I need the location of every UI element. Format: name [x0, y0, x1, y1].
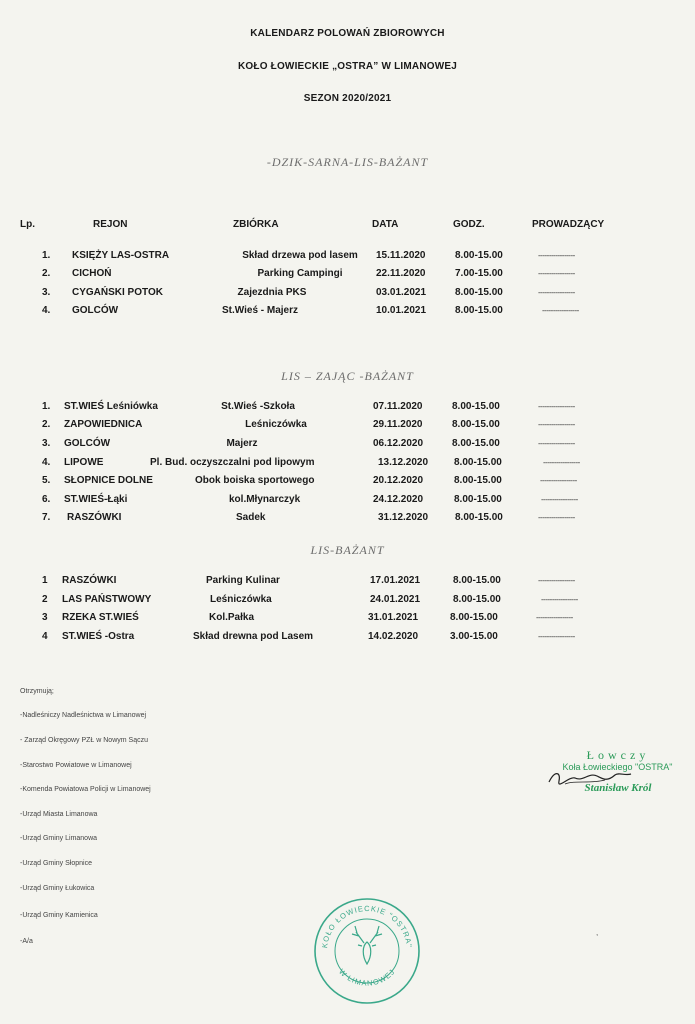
row-prowadzacy: -----------------: [538, 402, 575, 411]
section-title: -DZIK-SARNA-LIS-BAŻANT: [266, 155, 429, 169]
row-data: 22.11.2020: [376, 268, 426, 279]
row-rejon: ZAPOWIEDNICA: [64, 419, 143, 430]
row-lp: 5.: [42, 475, 51, 486]
row-lp: 3.: [42, 287, 51, 298]
handwritten-signature: [545, 766, 635, 788]
row-godz: 8.00-15.00: [455, 512, 503, 523]
row-rejon: ST.WIEŚ-Łąki: [64, 494, 128, 505]
row-rejon: RASZÓWKI: [67, 512, 122, 523]
row-data: 29.11.2020: [373, 419, 423, 430]
row-zbiorka: St.Wieś -Szkoła: [221, 401, 295, 412]
row-rejon: GOLCÓW: [72, 305, 119, 316]
list-item: -Starostwo Powiatowe w Limanowej: [20, 762, 132, 769]
row-prowadzacy: -----------------: [540, 476, 577, 485]
seal-text-top: KOŁO ŁOWIECKIE "OSTRA": [320, 903, 414, 949]
list-item: -Nadleśniczy Nadleśnictwa w Limanowej: [20, 712, 147, 719]
row-lp: 1: [42, 575, 48, 586]
row-rejon: KSIĘŻY LAS-OSTRA: [72, 250, 170, 261]
row-data: 06.12.2020: [373, 438, 424, 449]
row-prowadzacy: -----------------: [538, 251, 575, 260]
row-lp: 2: [42, 594, 48, 605]
row-data: 07.11.2020: [373, 401, 423, 412]
row-zbiorka: Kol.Pałka: [209, 612, 255, 623]
row-rejon: GOLCÓW: [64, 438, 111, 449]
row-lp: 3.: [42, 438, 51, 449]
row-prowadzacy: -----------------: [536, 613, 573, 622]
section-title: LIS-BAŻANT: [310, 543, 385, 557]
row-zbiorka: Majerz: [226, 438, 258, 449]
row-zbiorka: Sadek: [236, 512, 266, 523]
row-prowadzacy: -----------------: [538, 513, 575, 522]
row-data: 31.12.2020: [378, 512, 429, 523]
row-rejon: SŁOPNICE DOLNE: [64, 475, 153, 486]
row-data: 31.01.2021: [368, 612, 419, 623]
row-prowadzacy: -----------------: [538, 420, 575, 429]
row-rejon: CICHOŃ: [72, 268, 112, 279]
row-godz: 8.00-15.00: [455, 305, 503, 316]
row-zbiorka: Parking Campingi: [257, 268, 343, 279]
row-lp: 1.: [42, 250, 51, 261]
row-godz: 8.00-15.00: [454, 475, 502, 486]
row-prowadzacy: -----------------: [543, 458, 580, 467]
row-data: 20.12.2020: [373, 475, 424, 486]
row-godz: 8.00-15.00: [454, 494, 502, 505]
row-prowadzacy: -----------------: [538, 632, 575, 641]
row-lp: 2.: [42, 268, 51, 279]
row-lp: 4: [42, 631, 48, 642]
row-data: 15.11.2020: [376, 250, 426, 261]
list-item: -Urząd Gminy Limanowa: [20, 835, 98, 842]
row-zbiorka: Leśniczówka: [245, 419, 307, 430]
row-zbiorka: Skład drewna pod Lasem: [193, 631, 314, 642]
row-rejon: LIPOWE: [64, 457, 104, 468]
row-data: 13.12.2020: [378, 457, 429, 468]
column-header-godz: GODZ.: [453, 219, 485, 230]
row-godz: 8.00-15.00: [452, 438, 500, 449]
row-data: 24.01.2021: [370, 594, 421, 605]
row-lp: 2.: [42, 419, 51, 430]
row-godz: 8.00-15.00: [452, 419, 500, 430]
row-prowadzacy: -----------------: [538, 576, 575, 585]
row-rejon: LAS PAŃSTWOWY: [62, 594, 152, 605]
column-header-lp: Lp.: [20, 219, 35, 230]
row-prowadzacy: -----------------: [542, 306, 579, 315]
row-zbiorka: Parking Kulinar: [206, 575, 280, 586]
seal-text-bottom: W LIMANOWEJ: [337, 967, 397, 988]
row-lp: 3: [42, 612, 48, 623]
row-godz: 8.00-15.00: [454, 457, 502, 468]
season-label: SEZON 2020/2021: [303, 93, 392, 104]
row-godz: 8.00-15.00: [453, 594, 501, 605]
row-data: 14.02.2020: [368, 631, 419, 642]
section-title: LIS – ZAJĄC -BAŻANT: [281, 369, 414, 383]
row-data: 03.01.2021: [376, 287, 427, 298]
deer-head-icon: [352, 926, 382, 964]
recipients-heading: Otrzymują;: [20, 688, 54, 695]
document-title: KALENDARZ POLOWAŃ ZBIOROWYCH: [250, 28, 445, 39]
row-rejon: CYGAŃSKI POTOK: [72, 287, 163, 298]
row-lp: 4.: [42, 457, 51, 468]
list-item: -Komenda Powiatowa Policji w Limanowej: [20, 786, 151, 793]
row-rejon: ST.WIEŚ Leśniówka: [64, 401, 158, 412]
list-item: -Urząd Gminy Słopnice: [20, 860, 92, 867]
row-lp: 1.: [42, 401, 51, 412]
row-zbiorka: Skład drzewa pod lasem: [242, 250, 358, 261]
row-prowadzacy: -----------------: [541, 495, 578, 504]
row-zbiorka: Pl. Bud. oczyszczalni pod lipowym: [150, 457, 315, 468]
row-prowadzacy: -----------------: [538, 288, 575, 297]
row-zbiorka: Zajezdnia PKS: [237, 287, 307, 298]
column-header-rejon: REJON: [93, 219, 128, 230]
row-godz: 8.00-15.00: [450, 612, 498, 623]
row-lp: 6.: [42, 494, 51, 505]
row-data: 24.12.2020: [373, 494, 424, 505]
round-seal: [312, 896, 422, 1006]
column-header-prowadzacy: PROWADZĄCY: [532, 219, 605, 230]
row-prowadzacy: -----------------: [538, 269, 575, 278]
stamp-line-name: Stanisław Król: [584, 782, 652, 794]
row-godz: 8.00-15.00: [452, 401, 500, 412]
row-zbiorka: Leśniczówka: [210, 594, 272, 605]
row-rejon: RASZÓWKI: [62, 575, 117, 586]
row-rejon: ST.WIEŚ -Ostra: [62, 631, 135, 642]
row-godz: 3.00-15.00: [450, 631, 498, 642]
small-mark: ,: [596, 928, 599, 937]
list-item: -Urząd Gminy Kamienica: [20, 912, 98, 919]
row-godz: 8.00-15.00: [455, 287, 503, 298]
row-rejon: RZEKA ST.WIEŚ: [62, 612, 139, 623]
row-godz: 7.00-15.00: [455, 268, 503, 279]
stamp-line-club: Koła Łowieckiego "OSTRA": [562, 762, 673, 772]
row-lp: 7.: [42, 512, 51, 523]
row-godz: 8.00-15.00: [455, 250, 503, 261]
row-data: 10.01.2021: [376, 305, 427, 316]
club-name: KOŁO ŁOWIECKIE „OSTRA” W LIMANOWEJ: [237, 61, 457, 72]
column-header-zbiorka: ZBIÓRKA: [233, 219, 279, 230]
row-prowadzacy: -----------------: [541, 595, 578, 604]
list-item: - Zarząd Okręgowy PZŁ w Nowym Sączu: [20, 737, 148, 744]
row-zbiorka: St.Wieś - Majerz: [221, 305, 299, 316]
row-data: 17.01.2021: [370, 575, 421, 586]
stamp-line-title: Łowczy: [586, 748, 650, 762]
list-item: -Urząd Gminy Łukowica: [20, 885, 95, 892]
row-zbiorka: kol.Młynarczyk: [229, 494, 301, 505]
row-lp: 4.: [42, 305, 51, 316]
row-godz: 8.00-15.00: [453, 575, 501, 586]
row-prowadzacy: -----------------: [538, 439, 575, 448]
list-item: -Urząd Miasta Limanowa: [20, 811, 98, 818]
row-zbiorka: Obok boiska sportowego: [195, 475, 315, 486]
svg-text:W LIMANOWEJ: [337, 967, 397, 988]
column-header-data: DATA: [372, 219, 399, 230]
list-item: -A/a: [20, 938, 33, 945]
